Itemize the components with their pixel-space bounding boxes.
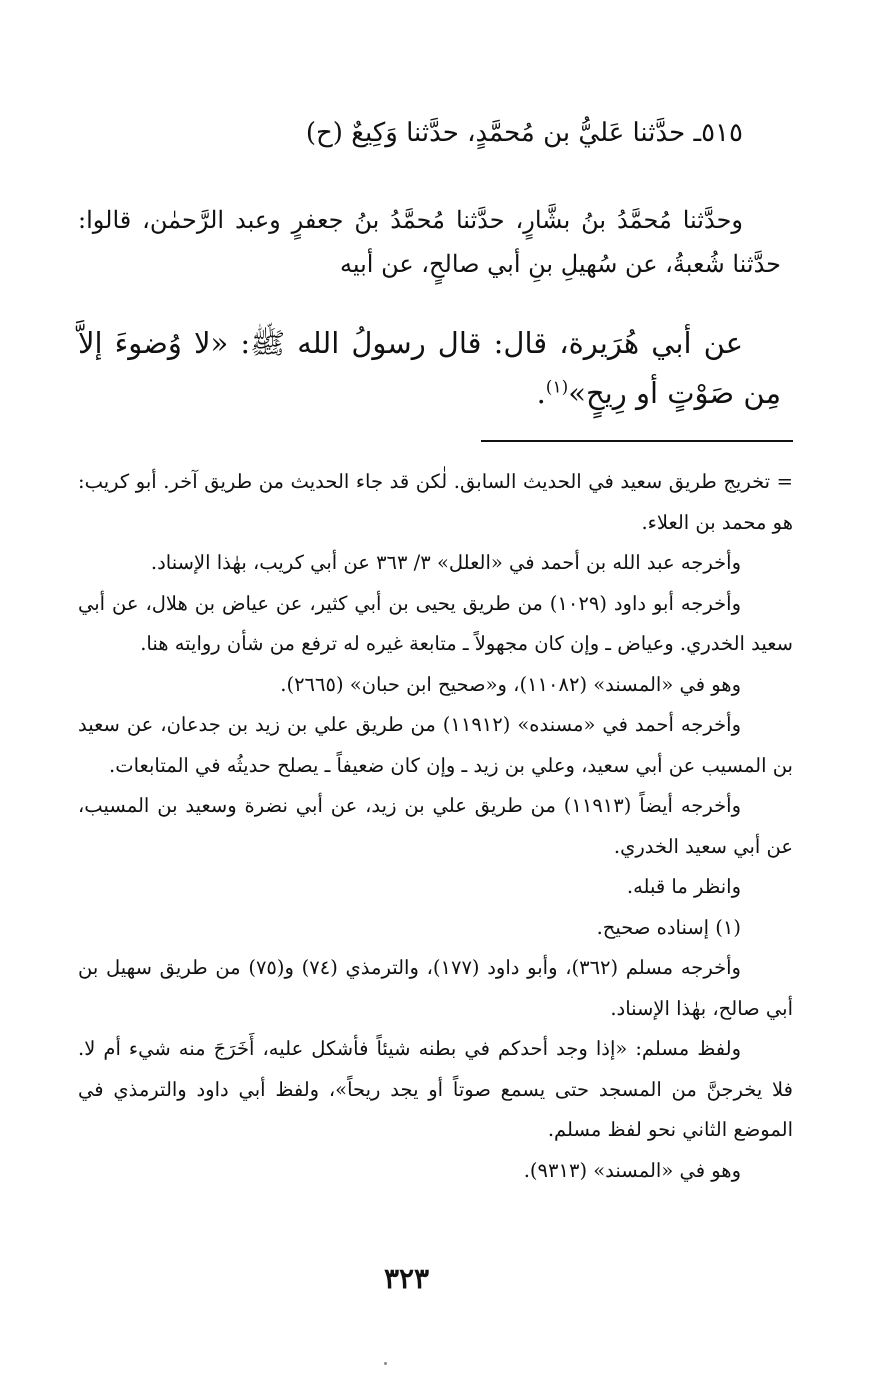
hadith-isnad-line	[78, 112, 743, 154]
footnote-paragraph: وانظر ما قبله.	[626, 875, 741, 898]
footnote-paragraph: وأخرجه أيضاً (١١٩١٣) من طريق علي بن زيد، عن أبي نضرة وسعيد بن المسيب، عن أبي سعيد الخدري.	[78, 794, 793, 858]
hadith-chain-continuation: وحدَّثنا مُحمَّدُ بنُ بشَّارٍ، حدَّثنا مُحمَّدُ بنُ جعفرٍ وعبد الرَّحمٰن، قالوا: حدَّثنا شُعبةُ، عن سُهيلِ بنِ أبي صالحٍ، عن أبيه	[78, 206, 781, 278]
hadith-isnad-paragraph	[78, 198, 781, 286]
footnote-paragraph: ولفظ مسلم: «إذا وجد أحدكم في بطنه شيئاً فأشكل عليه، أَخَرَجَ منه شيء أم لا. فلا يخرجنَّ من المسجد حتى يسمع صوتاً أو يجد ريحاً»، ولفظ أبي داود والترمذي في الموضع الثاني نحو لفظ مسلم.	[78, 1037, 793, 1141]
footnote-paragraph: وهو في «المسند» (٩٣١٣).	[523, 1158, 741, 1182]
scan-artifact-dot	[384, 1362, 387, 1365]
footnote-paragraph: وأخرجه أحمد في «مسنده» (١١٩١٢) من طريق علي بن زيد بن جدعان، عن سعيد بن المسيب عن أبي سعيد، وعلي بن زيد ـ وإن كان ضعيفاً ـ يصلح حديثُه في المتابعات.	[78, 713, 793, 777]
page-number: ٣٢٣	[383, 1262, 430, 1295]
footnotes-section	[78, 462, 793, 1191]
hadith-matn	[78, 318, 781, 418]
footnote-paragraph: وأخرجه عبد الله بن أحمد في «العلل» ٣/ ٣٦٣ عن أبي كريب، بهٰذا الإسناد.	[150, 551, 741, 574]
footnote-paragraph: (١) إسناده صحيح.	[596, 915, 741, 939]
footnote-paragraph: وأخرجه أبو داود (١٠٢٩) من طريق يحيى بن أبي كثير، عن عياض بن هلال، عن أبي سعيد الخدري. وعياض ـ وإن كان مجهولاً ـ متابعة غيره له ترفع من شأن روايته هنا.	[78, 591, 793, 655]
footnote-paragraph: = تخريج طريق سعيد في الحديث السابق. لٰكن قد جاء الحديث من طريق آخر. أبو كريب: هو محمد بن العلاء.	[78, 470, 793, 534]
footnote-paragraph: وأخرجه مسلم (٣٦٢)، وأبو داود (١٧٧)، والترمذي (٧٤) و(٧٥) من طريق سهيل بن أبي صالح، بهٰذا الإسناد.	[78, 956, 793, 1020]
hadith-number-and-chain: ٥١٥ـ حدَّثنا عَليُّ بن مُحمَّدٍ، حدَّثنا وَكِيعٌ (ح)	[305, 118, 743, 148]
footnote-paragraph: وهو في «المسند» (١١٠٨٢)، و«صحيح ابن حبان» (٢٦٦٥).	[280, 672, 741, 696]
footnote-reference: (١)	[545, 377, 569, 398]
hadith-matn-paragraph	[78, 318, 781, 418]
hadith-matn-period: .	[536, 376, 546, 410]
hadith-matn-text: عن أبي هُرَيرة، قال: قال رسولُ الله ﷺ: «لا وُضوءَ إلاَّ مِن صَوْتٍ أو رِيحٍ»	[78, 326, 781, 410]
footnote-separator	[481, 440, 793, 442]
